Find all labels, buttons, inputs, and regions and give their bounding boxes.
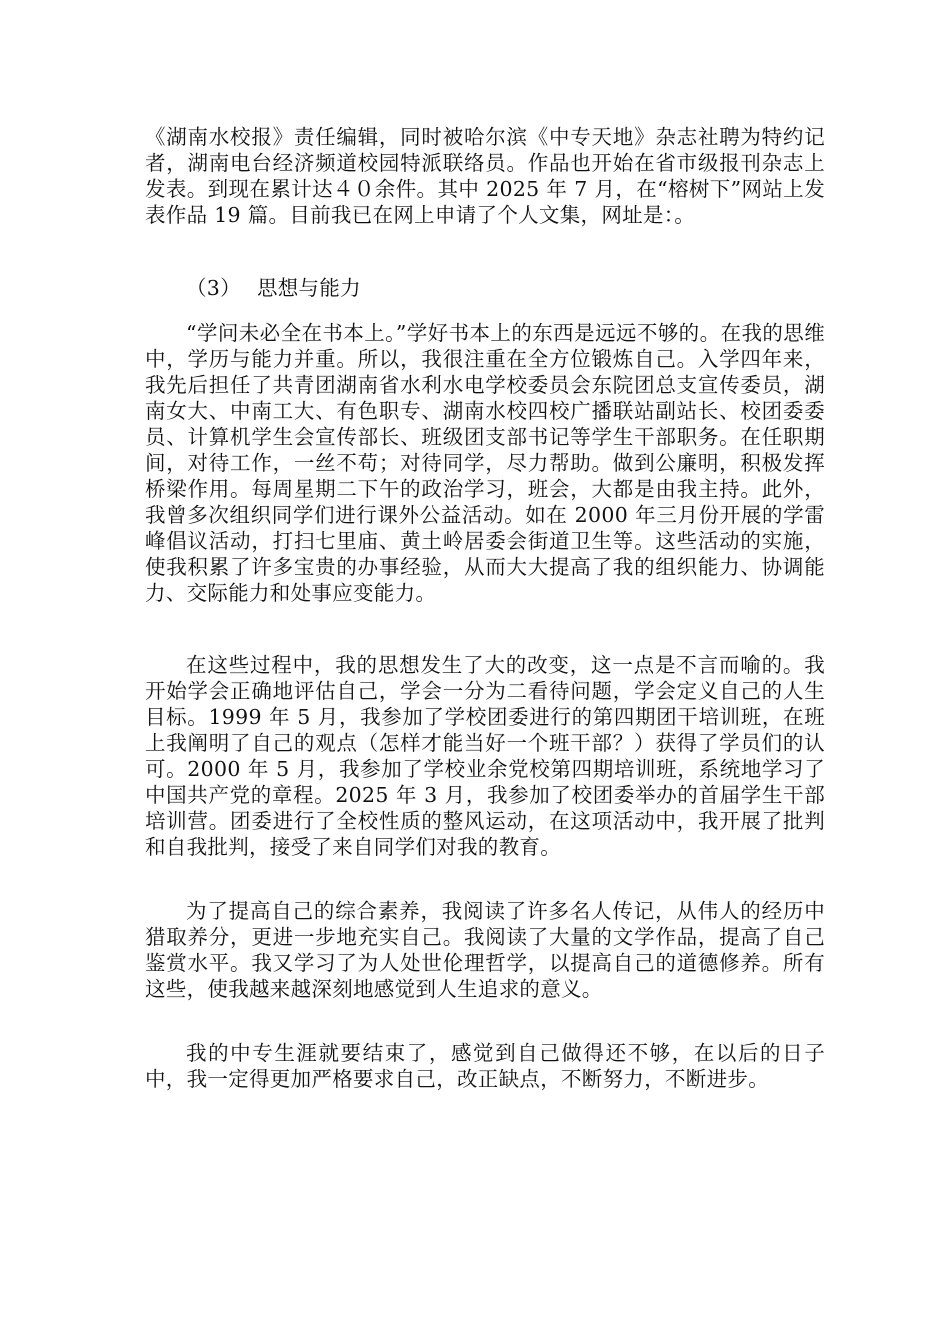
paragraph-conclusion: 我的中专生涯就要结束了，感觉到自己做得还不够，在以后的日子中，我一定得更加严格要求自己，改正缺点，不断努力，不断进步。 xyxy=(145,1041,825,1091)
paragraph-self-improvement: 为了提高自己的综合素养，我阅读了许多名人传记，从伟人的经历中猎取养分，更进一步地充实自己。我阅读了大量的文学作品，提高了自己鉴赏水平。我又学习了为人处世伦理哲学，以提高自己的道德修养。所有这些，使我越来越深刻地感觉到人生追求的意义。 xyxy=(145,899,825,1001)
paragraph-thinking: 在这些过程中，我的思想发生了大的改变，这一点是不言而喻的。我开始学会正确地评估自己，学会一分为二看待问题，学会定义自己的人生目标。1999 年 5 月，我参加了学校团委进行的第四期团干培训班，在班上我阐明了自己的观点（怎样才能当好一个班干部？）获得了学员们的认可。2000 年 5 月，我参加了学校业余党校第四期培训班，系统地学习了中国共产党的章程。2025 年 3 月，我参加了校团委举办的首届学生干部培训营。团委进行了全校性质的整风运动，在这项活动中，我开展了批判和自我批判，接受了来自同学们对我的教育。 xyxy=(145,653,825,859)
section-number: （3） xyxy=(186,276,241,300)
section-title: 思想与能力 xyxy=(256,276,361,300)
paragraph-continuation: 《湖南水校报》责任编辑，同时被哈尔滨《中专天地》杂志社聘为特约记者，湖南电台经济频道校园特派联络员。作品也开始在省市级报刊杂志上发表。到现在累计达４０余件。其中 2025 年 7 月，在“榕树下”网站上发表作品 19 篇。目前我已在网上申请了个人文集，网址是：。 xyxy=(145,125,825,227)
paragraph-abilities: “学问未必全在书本上。”学好书本上的东西是远远不够的。在我的思维中，学历与能力并重。所以，我很注重在全方位锻炼自己。入学四年来，我先后担任了共青团湖南省水利水电学校委员会东院团总支宣传委员，湖南女大、中南工大、有色职专、湖南水校四校广播联站副站长、校团委委员、计算机学生会宣传部长、班级团支部书记等学生干部职务。在任职期间，对待工作，一丝不苟；对待同学，尽力帮助。做到公廉明，积极发挥桥梁作用。每周星期二下午的政治学习，班会，大都是由我主持。此外，我曾多次组织同学们进行课外公益活动。如在 2000 年三月份开展的学雷峰倡议活动，打扫七里庙、黄土岭居委会街道卫生等。这些活动的实施，使我积累了许多宝贵的办事经验，从而大大提高了我的组织能力、协调能力、交际能力和处事应变能力。 xyxy=(145,321,825,605)
section-heading xyxy=(186,275,361,301)
